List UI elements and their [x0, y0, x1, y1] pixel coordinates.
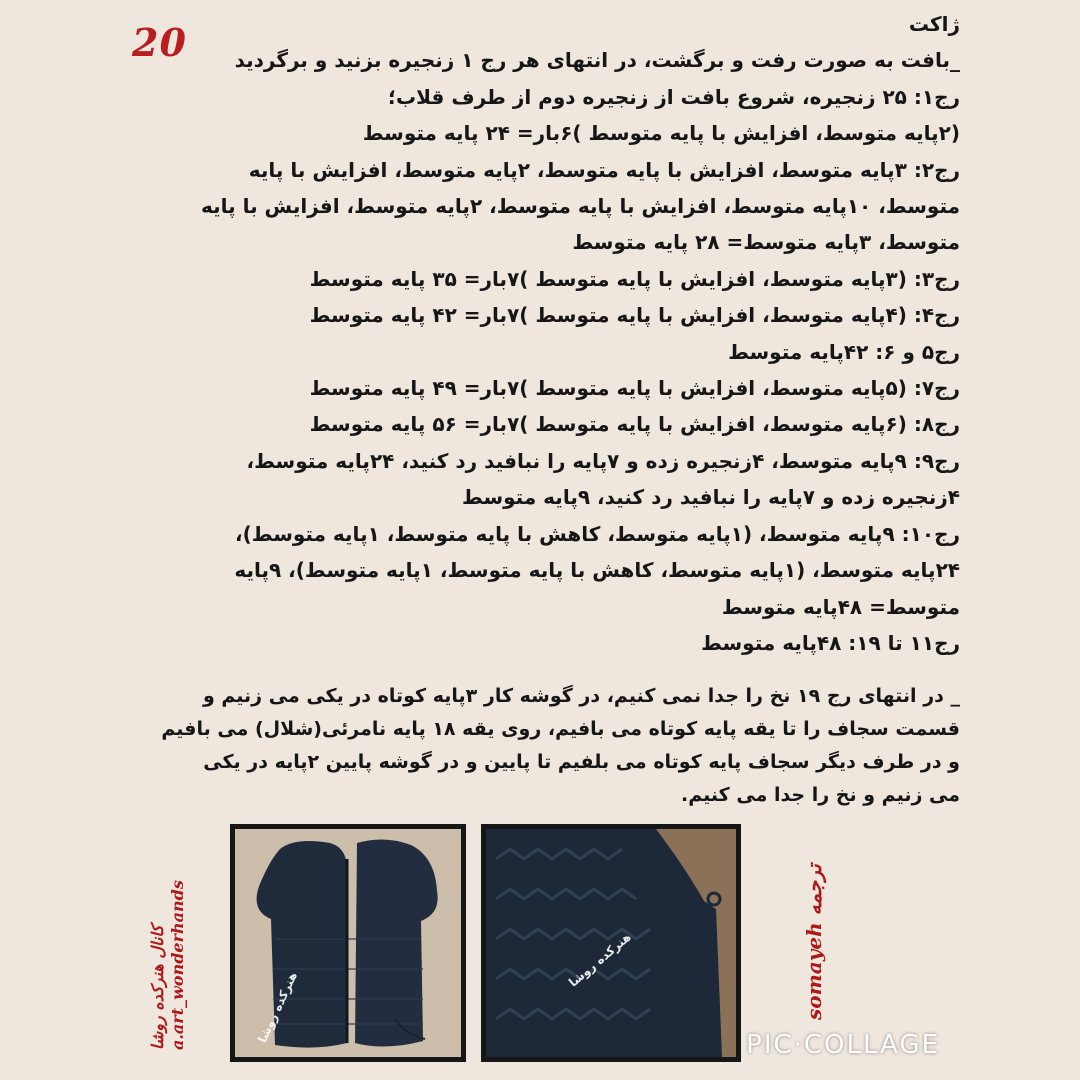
- instruction-line: رج۲: ۳پایه متوسط، افزایش با پایه متوسط، ۲پایه متوسط، افزایش با پایه: [248, 157, 960, 182]
- instruction-line: رج۱: ۲۵ زنجیره، شروع بافت از زنجیره دوم از طرف قلاب؛: [388, 84, 960, 109]
- instruction-line: رج۱۱ تا ۱۹: ۴۸پایه متوسط: [701, 630, 960, 655]
- channel-handle: a.art_wonderhands: [168, 880, 187, 1050]
- instruction-line: رج۷: (۵پایه متوسط، افزایش با پایه متوسط )۷بار= ۴۹ پایه متوسط: [309, 376, 960, 401]
- instruction-line: رج۹: ۹پایه متوسط، ۴زنجیره زده و ۷پایه را نبافید رد کنید، ۲۴پایه متوسط،: [246, 448, 960, 473]
- instruction-line: رج۴: (۴پایه متوسط، افزایش با پایه متوسط )۷بار= ۴۲ پایه متوسط: [309, 303, 960, 328]
- finishing-line: _ در انتهای رج ۱۹ نخ را جدا نمی کنیم، در گوشه کار ۳پایه کوتاه در یکی می زنیم و: [202, 685, 960, 707]
- page-number: 20: [132, 20, 187, 65]
- finishing-line: و در طرف دیگر سجاف پایه کوتاه می بلفیم تا پایین و در گوشه پایین ۲پایه در یکی: [203, 751, 960, 773]
- instruction-line: رج۱۰: ۹پایه متوسط، (۱پایه متوسط، کاهش با پایه متوسط، ۱پایه متوسط)،: [235, 521, 960, 546]
- photo-watermark: هنرکده روشا: [255, 969, 301, 1045]
- edging-closeup-photo: [481, 824, 741, 1062]
- finishing-instructions: [120, 680, 960, 812]
- instruction-line: متوسط، ۳پایه متوسط= ۲۸ پایه متوسط: [572, 230, 960, 255]
- pattern-instructions: [120, 6, 960, 661]
- sweater-photo: [230, 824, 466, 1062]
- instruction-line: _بافت به صورت رفت و برگشت، در انتهای هر رج ۱ زنجیره بزنید و برگردید: [234, 48, 960, 73]
- translator-credit: somayeh ترجمه: [802, 864, 826, 1020]
- instruction-line: رج۳: (۳پایه متوسط، افزایش با پایه متوسط )۷بار= ۳۵ پایه متوسط: [309, 266, 960, 291]
- instruction-line: متوسط= ۴۸پایه متوسط: [721, 594, 960, 619]
- instruction-line: متوسط، ۱۰پایه متوسط، افزایش با پایه متوسط، ۲پایه متوسط، افزایش با پایه: [200, 194, 960, 219]
- channel-name: کانال هنرکده روشا: [148, 925, 167, 1050]
- instruction-line: ۲۴پایه متوسط، (۱پایه متوسط، کاهش با پایه متوسط، ۱پایه متوسط)، ۹پایه: [234, 558, 960, 583]
- photo-watermark: هنرکده روشا: [566, 929, 634, 990]
- finishing-line: می زنیم و نخ را جدا می کنیم.: [681, 784, 960, 806]
- instruction-line: رج۸: (۶پایه متوسط، افزایش با پایه متوسط )۷بار= ۵۶ پایه متوسط: [309, 412, 960, 437]
- finishing-line: قسمت سجاف را تا یقه پایه کوتاه می بافیم، روی یقه ۱۸ پایه نامرئی(شلال) می بافیم: [161, 718, 960, 740]
- channel-credit: [148, 880, 188, 1050]
- instruction-line: ۴زنجیره زده و ۷پایه را نبافید رد کنید، ۹پایه متوسط: [462, 485, 960, 510]
- piccollage-logo: PIC·COLLAGE: [746, 1030, 940, 1060]
- pattern-title: ژاکت: [908, 12, 960, 36]
- instruction-line: رج۵ و ۶: ۴۲پایه متوسط: [728, 339, 960, 364]
- instruction-line: (۲پایه متوسط، افزایش با پایه متوسط )۶بار= ۲۴ پایه متوسط: [362, 121, 960, 146]
